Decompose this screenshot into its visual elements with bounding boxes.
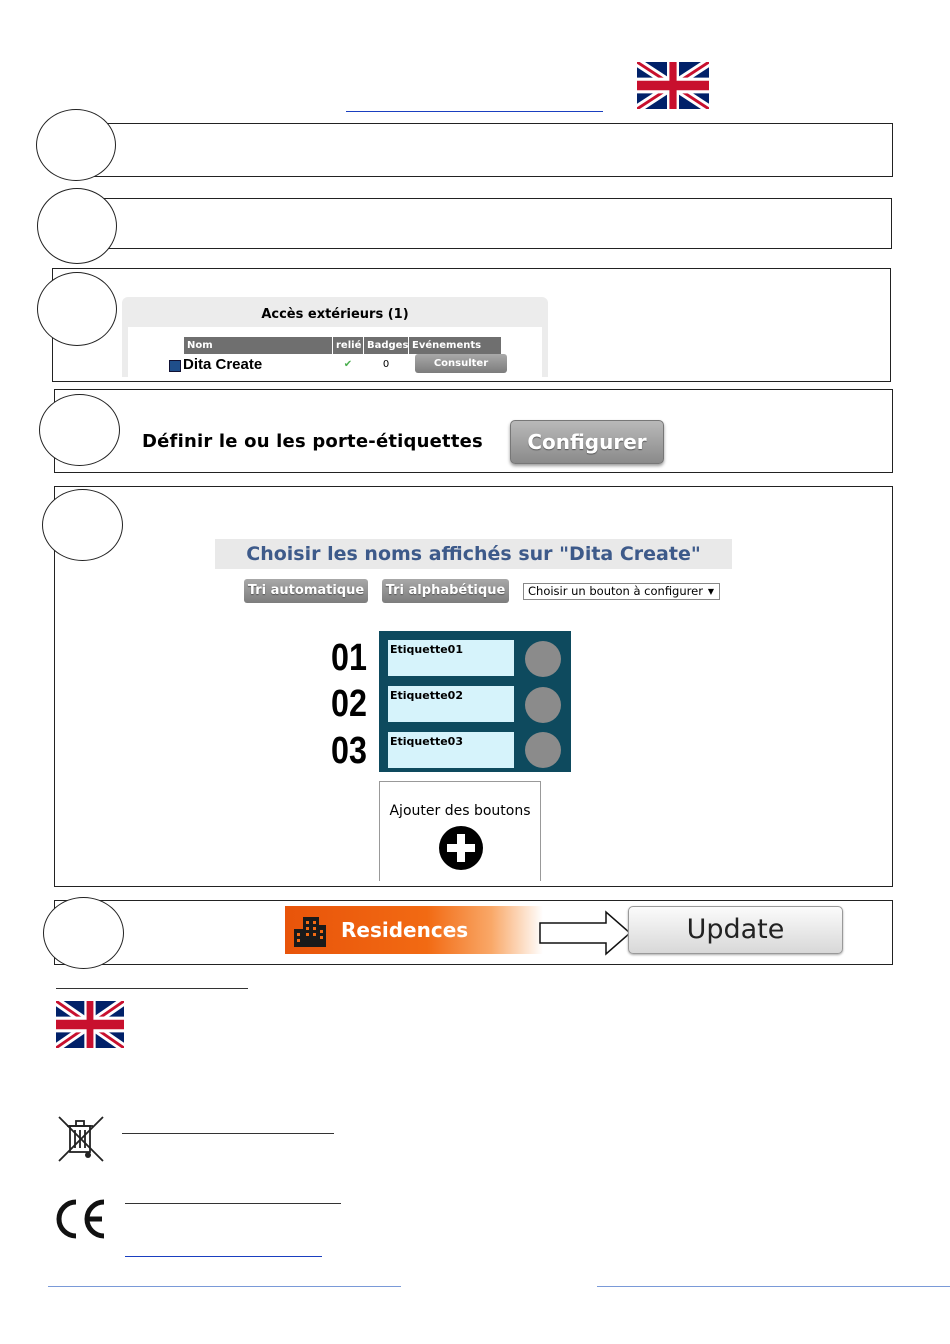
- arrow-right-icon: [539, 910, 631, 956]
- tri-automatique-button[interactable]: Tri automatique: [244, 579, 368, 603]
- row-number-01: 01: [331, 637, 367, 679]
- row-name[interactable]: Dita Create: [183, 356, 263, 373]
- acces-table: [128, 327, 542, 377]
- label-field-01[interactable]: Etiquette01: [388, 640, 514, 676]
- col-evenements: Evénements: [409, 337, 501, 354]
- footer-line-left: [48, 1286, 401, 1287]
- consulter-button[interactable]: Consulter: [415, 354, 507, 373]
- col-badges: Badges: [364, 337, 408, 354]
- footer-line-right: [597, 1286, 950, 1287]
- section-underline: [56, 988, 248, 989]
- top-link-underline[interactable]: [346, 111, 603, 112]
- uk-flag-icon: [637, 62, 709, 109]
- step-4-circle: [39, 394, 120, 466]
- ce-mark-icon: [52, 1198, 108, 1240]
- nameplate: [379, 631, 571, 772]
- step-2-circle: [37, 188, 117, 264]
- weee-underline: [122, 1133, 334, 1134]
- tri-alphabetique-button[interactable]: Tri alphabétique: [382, 579, 509, 603]
- select-value: Choisir un bouton à configurer: [528, 584, 703, 598]
- definir-text: Définir le ou les porte-étiquettes: [142, 431, 483, 452]
- uk-flag-icon: [56, 1001, 124, 1048]
- step-6-circle: [43, 897, 124, 969]
- residences-tab[interactable]: [285, 906, 543, 954]
- push-button-01[interactable]: [525, 641, 561, 677]
- acces-exterieurs-panel: [122, 297, 548, 377]
- push-button-02[interactable]: [525, 687, 561, 723]
- step-5-circle: [42, 489, 123, 561]
- configurer-button[interactable]: Configurer: [510, 420, 664, 464]
- ajouter-label: Ajouter des boutons: [389, 803, 531, 819]
- bouton-select[interactable]: [523, 583, 720, 600]
- ajouter-boutons-panel[interactable]: [379, 781, 541, 881]
- building-icon: [291, 915, 327, 947]
- device-icon: [169, 360, 181, 372]
- step-3-circle: [37, 272, 117, 346]
- row-number-02: 02: [331, 683, 367, 725]
- update-button[interactable]: Update: [628, 906, 843, 954]
- step-1-circle: [36, 109, 116, 181]
- step-2-box: [92, 198, 892, 249]
- acces-panel-title: Accès extérieurs (1): [261, 307, 409, 322]
- residences-label: Residences: [341, 918, 469, 942]
- col-relie: relié: [333, 337, 363, 354]
- ce-underline: [125, 1203, 341, 1204]
- step-1-box: [92, 123, 893, 177]
- push-button-03[interactable]: [525, 732, 561, 768]
- label-field-02[interactable]: Etiquette02: [388, 686, 514, 722]
- weee-bin-icon: [56, 1114, 106, 1164]
- choisir-noms-title: Choisir les noms affichés sur "Dita Create": [215, 539, 732, 569]
- row-relie-check: ✔: [343, 359, 353, 370]
- label-field-03[interactable]: Etiquette03: [388, 732, 514, 768]
- ce-link-underline[interactable]: [125, 1256, 322, 1257]
- row-badges: 0: [382, 359, 390, 370]
- col-nom: Nom: [184, 337, 332, 354]
- plus-icon[interactable]: [439, 826, 483, 870]
- row-number-03: 03: [331, 730, 367, 772]
- chevron-down-icon: ▼: [707, 587, 714, 596]
